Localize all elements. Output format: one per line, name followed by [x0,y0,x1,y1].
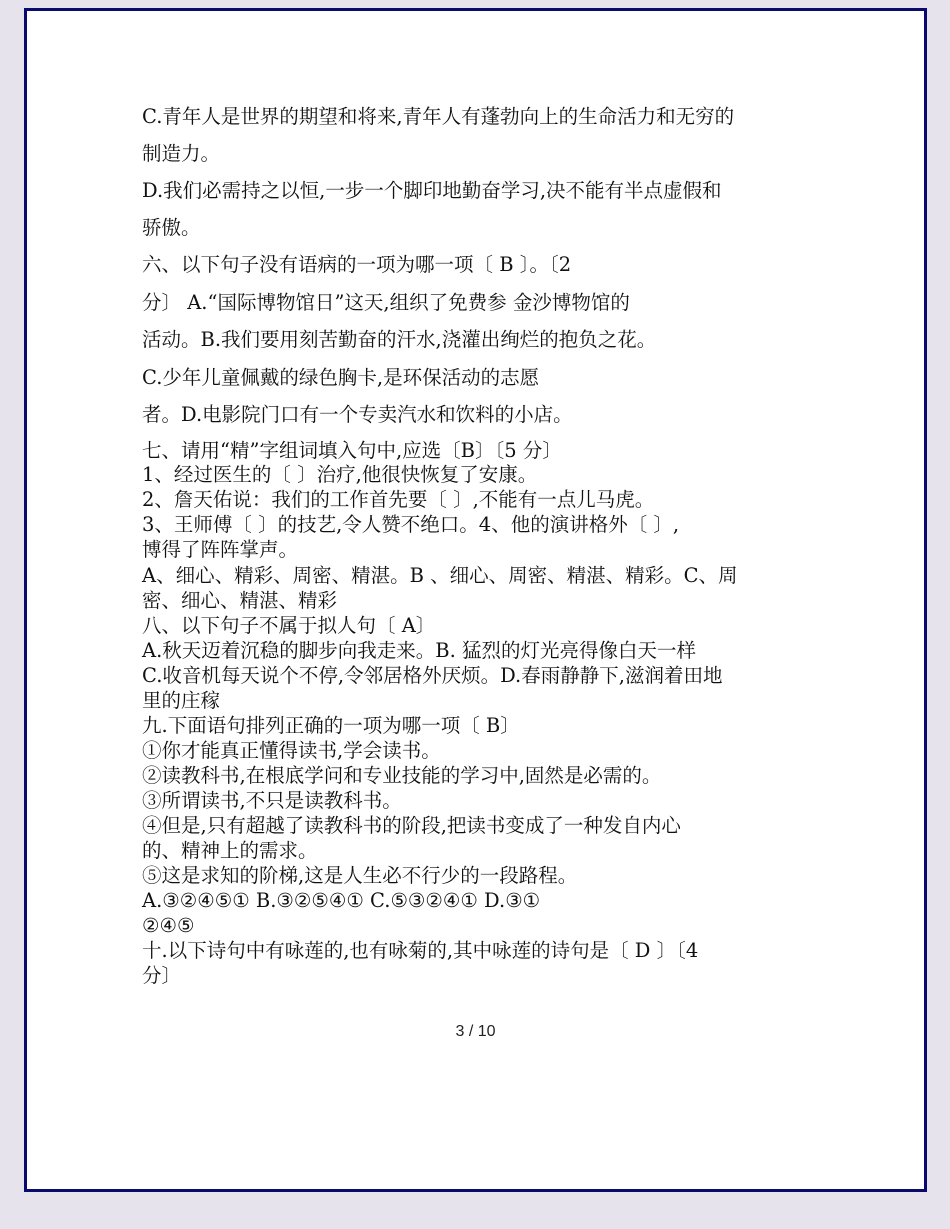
text-line: 密、细心、精湛、精彩 [142,589,338,612]
text-line: 者。D.电影院门口有一个专卖汽水和饮料的小店。 [142,403,573,426]
text-line: 活动。B.我们要用刻苦勤奋的汗水,浇灌出绚烂的抱负之花。 [142,328,657,351]
text-line: 制造力。 [142,142,221,165]
question-10-heading: 十.以下诗句中有咏莲的,也有咏菊的,其中咏莲的诗句是〔 D 〕〔4 [142,939,699,962]
page-number: 3 / 10 [455,1023,496,1040]
question-6-heading: 六、以下句子没有语病的一项为哪一项〔 B 〕。〔2 [142,253,572,276]
text-line: 骄傲。 [142,216,201,239]
text-line: 博得了阵阵掌声。 [142,538,299,561]
text-line: A、细心、精彩、周密、精湛。B 、细心、周密、精湛、精彩。C、周 [142,564,738,587]
text-line: 3、王师傅〔 〕的技艺,令人赞不绝口。4、他的演讲格外〔 〕, [142,513,680,536]
question-9-heading: 九.下面语句排列正确的一项为哪一项〔 B〕 [142,714,520,737]
text-line: 里的庄稼 [142,689,221,712]
text-line: D.我们必需持之以恒,一步一个脚印地勤奋学习,决不能有半点虚假和 [142,179,722,202]
text-line: C.收音机每天说个不停,令邻居格外厌烦。D.春雨静静下,滋润着田地 [142,664,723,687]
text-line: ③所谓读书,不只是读教科书。 [142,789,402,812]
text-line: 分〕 A.“国际博物馆日”这天,组织了免费参 金沙博物馆的 [142,291,630,314]
text-line: 的、精神上的需求。 [142,839,318,862]
text-line: 2、詹天佑说：我们的工作首先要〔 〕,不能有一点儿马虎。 [142,488,655,511]
question-7-heading: 七、请用“精”字组词填入句中,应选〔B〕〔5 分〕 [142,439,562,462]
text-line: C.少年儿童佩戴的绿色胸卡,是环保活动的志愿 [142,366,540,389]
document-page [24,8,927,1192]
text-line: C.青年人是世界的期望和将来,青年人有蓬勃向上的生命活力和无穷的 [142,105,735,128]
answer-options-line: A.③②④⑤① B.③②⑤④① C.⑤③②④① D.③① [142,889,541,912]
text-line: A.秋天迈着沉稳的脚步向我走来。B. 猛烈的灯光亮得像白天一样 [142,639,697,662]
text-line: ①你才能真正懂得读书,学会读书。 [142,739,441,762]
text-line: ②④⑤ [142,914,195,937]
text-line: ④但是,只有超越了读教科书的阶段,把读书变成了一种发自内心 [142,814,681,837]
text-line: ⑤这是求知的阶梯,这是人生必不行少的一段路程。 [142,864,578,887]
text-line: 分〕 [142,964,182,987]
text-line: ②读教科书,在根底学问和专业技能的学习中,固然是必需的。 [142,764,662,787]
question-8-heading: 八、以下句子不属于拟人句〔 A〕 [142,614,436,637]
text-line: 1、经过医生的〔 〕治疗,他很快恢复了安康。 [142,463,538,486]
